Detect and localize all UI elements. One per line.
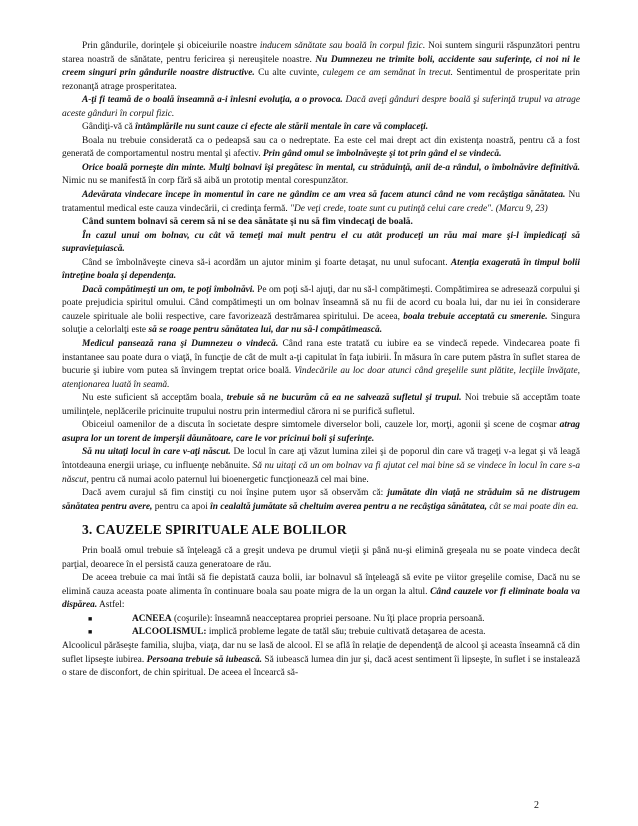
paragraph-illness-meaning: Prin boală omul trebuie să înţeleagă că a greşit undeva pe drumul vieţii şi până nu-şi elimină greşeala nu se poate vindeca decât parţial, deoarece în el persistă cauza generatoare de rău. xyxy=(62,546,580,570)
bullet-item-alcoholism: ■ ALCOOLISMUL: implică probleme legate de tatăl său; trebuie cultivată detaşarea de acesta. xyxy=(62,626,580,640)
section-heading: 3. CAUZELE SPIRITUALE ALE BOLILOR xyxy=(82,522,347,538)
paragraph-illness-not-punishment: Boala nu trebuie considerată ca o pedeapsă sau ca o nedreptate. Ea este cel mai drept act din existenţa noastră, pentru că a fost generată de comportamentul nostru mental şi afectiv. Prin gând omul se îmbolnăveşte şi tot prin gând el se vindecă. xyxy=(62,135,580,160)
paragraph-discussing-diseases: Obiceiul oamenilor de a discuta în societate despre simtomele diverselor boli, cauzele lor, morţi, agonii şi scene de coşmar atrag asupra lor un torent de imperşii dăunătoare, care le vor pricinui boli şi suferinţe. xyxy=(62,420,580,444)
paragraph-find-cause: De aceea trebuie ca mai întâi să fie depistată cauza bolii, iar bolnavul să înţeleagă să evite pe viitor greşelile comise, Dacă nu se elimină cauza aceasta poate alimenta în continuare boala sau poate migra de la un organ la altul. Când cauzele vor fi eliminate boala va dispărea. Astfel: xyxy=(62,573,580,611)
paragraph-accept-illness: Nu este suficient să acceptăm boala, trebuie să ne bucurăm că ea ne salvează sufletul şi trupul. Noi trebuie să acceptăm toate umilinţele, neplăcerile pricinuite trupului nostru prin intermediul cărora ni se purifică sufletul. xyxy=(62,393,580,417)
paragraph-alcoholic: Alcoolicul părăseşte familia, slujba, viaţa, dar nu se lasă de alcool. El se află în relaţie de dependenţă de alcool şi aceasta înseamnă că din suflet lipseşte iubirea. Persoana trebuie să iubească. Să iubească lumea din jur şi, dacă acest sentiment îi lipseşte, în suflet i se instalează o stare de disconfort, de chin spiritual. De aceea el încearcă să- xyxy=(62,640,580,679)
paragraph-compassion: Dacă compătimeşti un om, te poţi îmbolnăvi. Pe om poţi să-l ajuţi, dar nu să-l compătimeşti. Compătimirea se adresează corpului şi poate prejudicia spiritul omului. Când compătimeşti un om bolnav înseamnă să nu fii de acord cu boala lui, dar nu iei în considerare cauzele spirituale ale bolii respective, care favorizează destrămarea spiritului. De aceea, boala trebuie acceptată cu smerenie. Singura soluţie a celorlalţi este să se roage pentru sănătatea lui, dar nu să-l compătimească. xyxy=(62,284,580,336)
paragraph-fear-of-illness: A-ţi fi teamă de o boală înseamnă a-i înlesni evoluţia, a o provoca. Dacă aveţi gânduri despre boală şi suferinţă trupul va atrage aceste gânduri în corpul fizic. xyxy=(62,95,580,119)
bullet-item-acne: ■ ACNEEA (coşurile): înseamnă neacceptarea propriei persoane. Nu îţi place propria persoană. xyxy=(62,613,580,627)
paragraph-ask-for-health: Când suntem bolnavi să cerem să ni se dea sănătate şi nu să fim vindecaţi de boală. xyxy=(82,217,413,228)
bullet-square-icon: ■ xyxy=(88,628,93,637)
paragraph-fear-for-sick: În cazul unui om bolnav, cu cât vă temeţi mai mult pentru el cu atât produceţi un rău mai mare şi-l împiedicaţi să supravieţuiască. xyxy=(62,230,580,255)
paragraph-doctor-and-god: Medicul pansează rana şi Dumnezeu o vindecă. Când rana este tratată cu iubire ea se vindecă repede. Vindecarea poate fi instantanee sau poate dura o viaţă, în funcţie de cât de mult a-ţi capitulat în faţa iubirii. În măsura în care putem păstra în suflet starea de bucurie şi iubire vom putea să învingem treptat orice boală. Vindecările au loc doar atunci când greşelile sunt plătite, lecţiile învăţate, atenţionarea luată în seamă. xyxy=(62,339,580,390)
paragraph-events-effects: Gândiţi-vă că întâmplările nu sunt cauze ci efecte ale stării mentale în care vă complaceţi. xyxy=(82,122,429,133)
paragraph-thoughts-health: Prin gândurile, dorinţele şi obiceiurile noastre inducem sănătate sau boală în corpul fizic. Noi suntem singurii răspunzători pentru starea noastră de sănătate, pentru fericirea şi nereuşitele noastre. Nu Dumnezeu ne trimite boli, accidente sau suferinţe, ci noi ni le creem singuri prin gândurile noastre distructive. Cu alte cuvinte, culegem ce am semănat în trecut. Sentimentul de prosperitate prin rezonanţă atrage prosperitatea. xyxy=(62,41,580,92)
bullet-square-icon: ■ xyxy=(88,614,93,623)
page-body xyxy=(62,40,580,681)
page-number: 2 xyxy=(534,800,539,811)
paragraph-true-healing: Adevărata vindecare începe în momentul în care ne gândim ce am vrea să facem atunci când ne vom recâştiga sănătatea. Nu tratamentul medical este cauza vindecării, ci credinţa fermă. "De veţi crede, toate sunt cu putinţă celui care crede". (Marcu 9, 23) xyxy=(62,190,580,214)
paragraph-health-and-wealth: Dacă avem curajul să fim cinstiţi cu noi înşine putem uşor să observăm că: jumătate din viaţă ne străduim să ne distrugem sănătatea pentru avere, pentru ca apoi în cealaltă jumătate să cheltuim averea pentru a ne recâştiga sănătatea, cât se mai poate din ea. xyxy=(62,488,580,512)
paragraph-illness-starts-in-mind: Orice boală porneşte din minte. Mulţi bolnavi îşi pregătesc în mental, cu străduinţă, anii de-a rândul, o îmbolnăvire definitivă. Nimic nu se manifestă în corp fără să aibă un prototip mental corespunzător. xyxy=(62,162,580,187)
paragraph-minimal-help: Când se îmbolnăveşte cineva să-i acordăm un ajutor minim şi foarte detaşat, nu unul sufocant. Atenţia exagerată în timpul bolii întreţine boala şi dependenţa. xyxy=(62,257,580,282)
paragraph-birthplace: Să nu uitaţi locul în care v-aţi născut. De locul în care aţi văzut lumina zilei şi de poporul din care vă trageţi v-a legat şi vă leagă întotdeauna energii uriaşe, cu influenţe nebănuite. Să nu uitaţi că un om bolnav va fi ajutat cel mai bine să se vindece în locul în care s-a născut, pentru că numai acolo paternul lui bioenergetic funcţionează cel mai bine. xyxy=(62,447,581,485)
